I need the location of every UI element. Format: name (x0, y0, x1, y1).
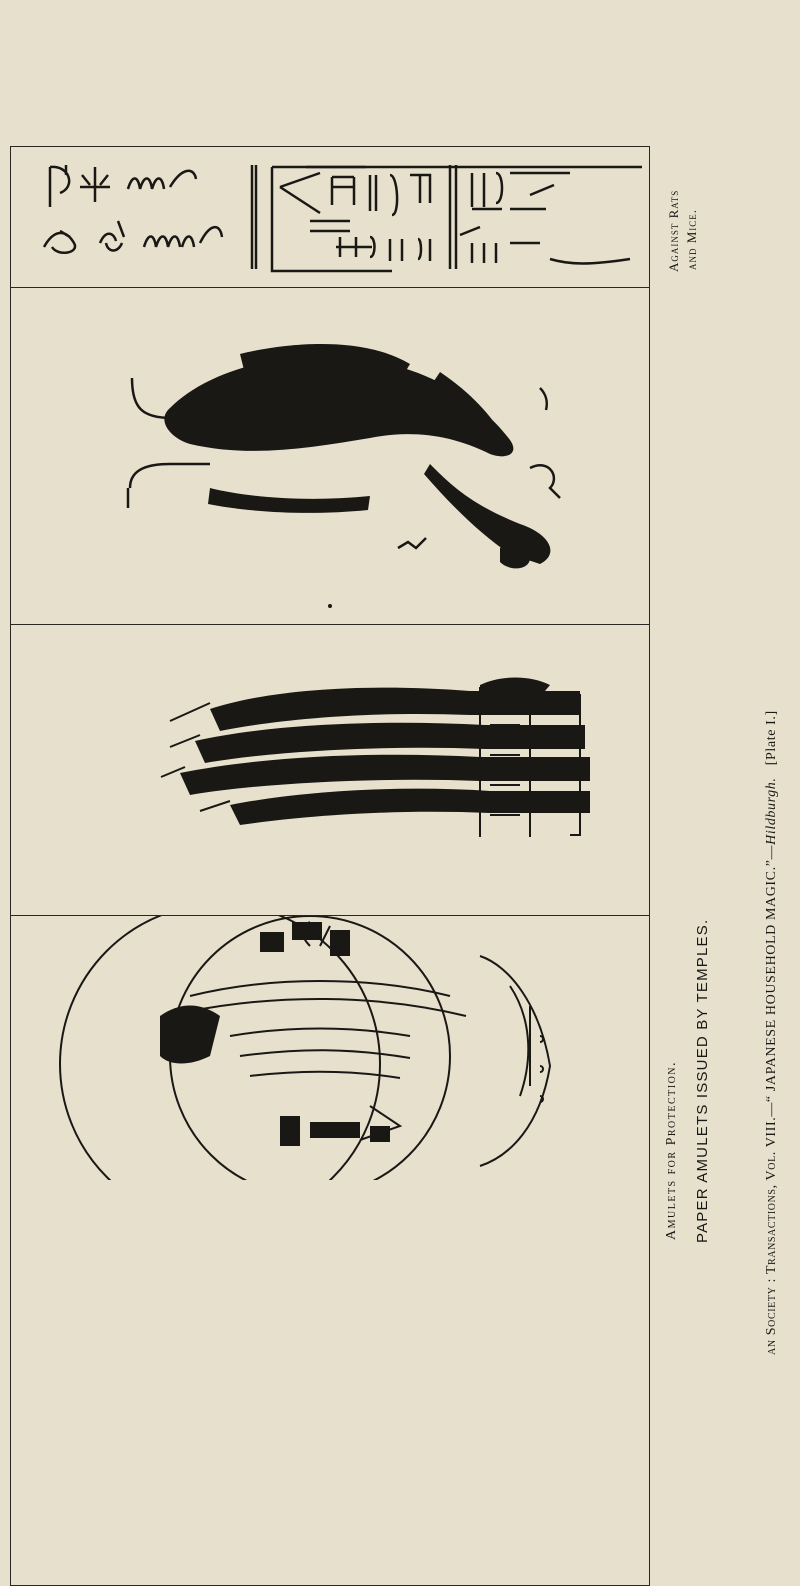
deity-panel (10, 916, 650, 1180)
plate-footer (764, 710, 780, 1355)
mice-illustration (10, 625, 650, 915)
footer-plate-number: [Plate I.] (764, 710, 779, 766)
mice-panel (10, 625, 650, 915)
footer-author: Hildburgh. (764, 777, 779, 845)
side-caption-line1: Against Rats (666, 189, 681, 272)
inscription-illustration (10, 147, 650, 287)
inscription-panel (10, 147, 650, 287)
side-caption-line2: and Mice. (684, 208, 699, 270)
rat-illustration (10, 288, 650, 624)
plate-caption-heading: Amulets for Protection. (664, 1060, 679, 1240)
footer-journal: an Society : Transactions, Vol. VIII.—“ JAPANESE HOUSEHOLD MAGIC.”— (764, 844, 779, 1355)
rat-panel (10, 288, 650, 624)
deity-illustration (10, 916, 650, 1180)
plate-caption-title: PAPER AMULETS ISSUED BY TEMPLES. (694, 918, 711, 1243)
